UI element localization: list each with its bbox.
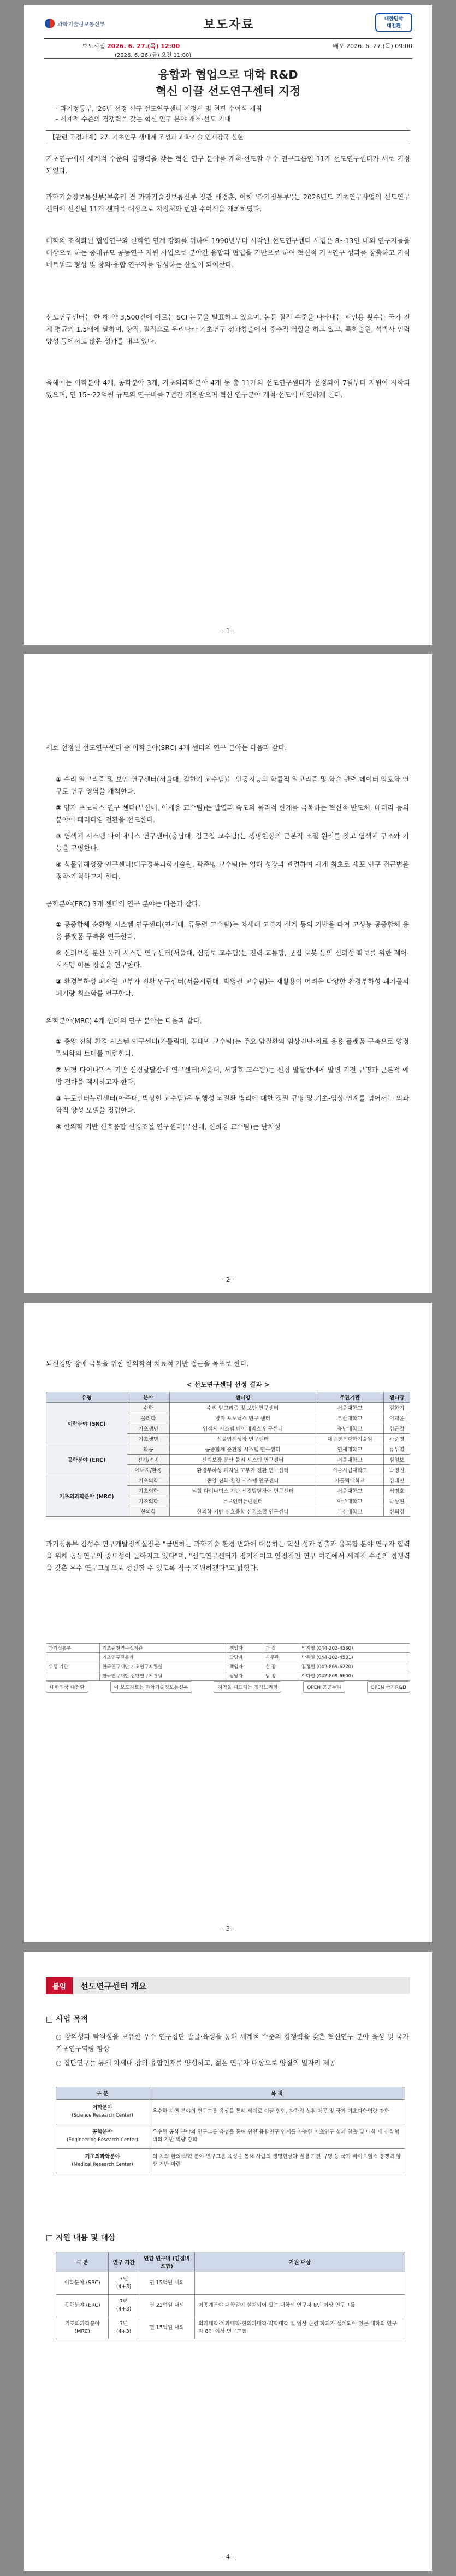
- center-name-cell: 환경부하성 폐자원 고부가 전환 연구센터: [169, 1465, 316, 1475]
- results-table: [46, 1392, 410, 1517]
- section-title: □ 사업 목적: [46, 2015, 88, 2024]
- quote-paragraph: 과기정통부 김성수 연구개발정책실장은 "급변하는 과학기술 환경 변화에 대응하는 혁신 성과 창출과 융복합 분야 연구자 협력을 위해 공동연구의 중요성이 높아지고 있다"며, "선도연구센터가 장기적이고 안정적인 연구 여건에서 세계적 수준의 경쟁력을 갖춘 우수 연구그룹으로 성장할 수 있도록 적극 지원하겠다"고 밝혔다.: [46, 1540, 410, 1572]
- org-cell: 서울대학교: [316, 1455, 384, 1465]
- field-cell: 기초의학: [127, 1496, 170, 1506]
- column-header: 지원 대상: [195, 2252, 405, 2272]
- paragraph: 새로 선정된 선도연구센터 중 이학분야(SRC) 4개 센터의 연구 분야는 다음과 같다.: [46, 744, 287, 752]
- org-cell: 부산대학교: [316, 1413, 384, 1423]
- column-header: 주관기관: [316, 1392, 384, 1403]
- center-name-cell: 식물엽해성장 연구센터: [169, 1434, 316, 1444]
- appendix-title: 선도연구센터 개요: [73, 1977, 410, 1994]
- type-cell: 이학분야 (SRC): [56, 2272, 109, 2295]
- page-2: [24, 654, 432, 1293]
- table-caption: < 선도연구센터 선정 결과 >: [186, 1381, 270, 1389]
- support-table: [56, 2252, 405, 2339]
- contact-cell: 박은일 (044-202-4531): [299, 1653, 410, 1662]
- center-name-cell: 양자 포노닉스 연구 센터: [169, 1413, 316, 1423]
- center-name-cell: 염색체 시스템 다이내믹스 연구센터: [169, 1423, 316, 1434]
- table-row: [46, 1644, 410, 1653]
- contact-cell: 과기정통부: [46, 1644, 100, 1653]
- center-name-cell: 한의학 기반 신호응합 신경조절 연구센터: [169, 1506, 316, 1517]
- taegeuk-emblem-icon: [45, 19, 55, 28]
- type-cell: 기초의과학분야 (MRC): [56, 2317, 109, 2339]
- field-cell: 물리학: [127, 1413, 170, 1423]
- table-row: [56, 2317, 405, 2339]
- page-number: - 3 -: [221, 1925, 235, 1933]
- page-number: - 2 -: [221, 1276, 235, 1284]
- ministry-logo: [45, 19, 105, 28]
- field-cell: 기초생명: [127, 1434, 170, 1444]
- contact-cell: 한국연구재단 집단연구지원팀: [100, 1671, 227, 1681]
- target-cell: 이공계분야 대학원이 설치되어 있는 대학의 연구자 8인 이상 연구그룹: [195, 2295, 405, 2317]
- center-name-cell: 뉴로인터뉴런센터: [169, 1496, 316, 1506]
- contact-cell: 박지영 (044-202-4530): [299, 1644, 410, 1653]
- contact-cell: 책임자: [227, 1662, 263, 1671]
- table-row: [56, 2100, 405, 2124]
- period-cell: 7년 (4+3): [109, 2317, 139, 2339]
- contact-table: [46, 1643, 410, 1681]
- lead-cell: 이재윤: [384, 1413, 410, 1423]
- lead-cell: 심형보: [384, 1455, 410, 1465]
- meta-left-label: 보도시점: [82, 43, 105, 50]
- contact-cell: 담당자: [227, 1653, 263, 1662]
- type-cell: 공학분야 (ERC): [56, 2295, 109, 2317]
- contact-cell: 팀 장: [263, 1671, 299, 1681]
- list-item: ① 종양 진화-환경 시스템 연구센터(가톨릭대, 김태민 교수팀)는 주요 암질환의 임상진단·치료 응용 플랫폼 구축으로 양정밀의학의 토대를 마련한다.: [56, 1038, 409, 1057]
- release-meta: [44, 42, 412, 58]
- field-cell: 기초의학: [127, 1475, 170, 1486]
- paragraph: 올해에는 이학분야 4개, 공학분야 3개, 기초의과학분야 4개 등 총 11개의 선도연구센터가 선정되어 7월부터 지원이 시작되었으며, 연 15~22억원 규모의 연구비를 7년간 지원받으며 혁신 연구분야 개척·선도에 매진하게 된다.: [46, 379, 410, 399]
- field-cell: 수학: [127, 1403, 170, 1413]
- contact-cell: 수행 기관: [46, 1662, 100, 1671]
- sub-headline: - 과기정통부, '26년 선정 신규 선도연구센터 지정서 및 현판 수여식 개최: [56, 105, 262, 113]
- section-title: □ 지원 내용 및 대상: [46, 2234, 116, 2242]
- table-row: [56, 2295, 405, 2317]
- center-name-cell: 신뢰보장 분산 물리 시스템 연구센터: [169, 1455, 316, 1465]
- center-name-cell: 수리 알고리즘 및 보안 연구센터: [169, 1403, 316, 1413]
- table-row: [56, 2124, 405, 2149]
- paragraph: 과학기술정보통신부(부총리 겸 과학기술정보통신부 장관 배경훈, 이하 '과기정통부')는 2026년도 기초연구사업의 선도연구센터에 선정된 11개 센터를 대상으로 지정서와 현판 수여식을 개최하였다.: [46, 193, 410, 213]
- contact-cell: [46, 1653, 100, 1662]
- sub-headlines: [56, 104, 410, 125]
- meta-left-sub: (2026. 6. 26.(금) 오전 11:00): [115, 52, 192, 58]
- org-cell: 서울시립대학교: [316, 1465, 384, 1475]
- table-row: [46, 1475, 410, 1486]
- contact-cell: 사무관: [263, 1653, 299, 1662]
- period-cell: 7년 (4+3): [109, 2272, 139, 2295]
- footer-logo: 대한민국 대전환: [46, 1681, 88, 1693]
- budget-cell: 연 15억원 내외: [139, 2317, 194, 2339]
- column-header: 유형: [46, 1392, 127, 1403]
- area-cell: 이학분야 (SRC): [46, 1403, 127, 1444]
- center-name-cell: 뇌혈 다이나믹스 기반 신경발달장애 연구센터: [169, 1486, 316, 1496]
- lead-cell: 김태민: [384, 1475, 410, 1486]
- paragraph: 기초연구에서 세계적 수준의 경쟁력을 갖는 혁신 연구 분야를 개척·선도할 우수 연구그룹인 11개 선도연구센터가 새로 지정되었다.: [46, 155, 410, 175]
- lead-cell: 류두열: [384, 1444, 410, 1455]
- ministry-name: 과학기술정보통신부: [57, 21, 105, 28]
- budget-cell: 연 22억원 내외: [139, 2295, 194, 2317]
- contact-cell: 과 장: [263, 1644, 299, 1653]
- appendix-header: [46, 1977, 410, 1994]
- field-cell: 화공: [127, 1444, 170, 1455]
- contact-cell: 기초원천연구정책관: [100, 1644, 227, 1653]
- table-row: [56, 2272, 405, 2295]
- center-name-cell: 종양 진화-환경 시스템 연구센터: [169, 1475, 316, 1486]
- area-cell: 기초의과학분야 (MRC): [46, 1475, 127, 1517]
- contact-cell: 담당자: [227, 1671, 263, 1681]
- table-row: [46, 1662, 410, 1671]
- field-cell: 한의학: [127, 1506, 170, 1517]
- paragraph: 뇌신경망 장애 극복을 위한 한의학적 치료적 기반 접근을 목표로 한다.: [46, 1360, 249, 1368]
- list-item: ① 수리 알고리즘 및 보안 연구센터(서울대, 김한기 교수팀)는 인공지능의 학률적 알고리즘 및 학습 관련 데이터 암호화 연구로 연구 영역을 개척한다.: [56, 776, 409, 795]
- contact-cell: 한국연구재단 기초연구지원실: [100, 1662, 227, 1671]
- list-item: ② 양자 포노닉스 연구 센터(부산대, 이세용 교수팀)는 발열과 속도의 물리적 한계를 극복하는 혁신적 반도체, 배터리 등의 분야에 패러다임 전환을 선도한다.: [56, 804, 409, 824]
- paragraph: 의학분야(MRC) 4개 센터의 연구 분야는 다음과 같다.: [46, 1017, 202, 1025]
- type-eng: (Engineering Research Center): [67, 2137, 138, 2143]
- lead-cell: 박상현: [384, 1496, 410, 1506]
- target-cell: [195, 2272, 405, 2295]
- budget-cell: 연 15억원 내외: [139, 2272, 194, 2295]
- type-desc-cell: 우수한 자연 분야의 연구그룹 육성을 통해 세계로 이끌 협업, 과학적 성취 제공 및 국가 기초과학역량 강화: [149, 2100, 405, 2124]
- type-eng: (Medical Research Center): [72, 2162, 133, 2167]
- column-header: 구 분: [56, 2252, 109, 2272]
- list-item: ② 신뢰보장 분산 물리 시스템 연구센터(서울대, 심형보 교수팀)는 전력·교통망, 군집 로봇 등의 신뢰성 확보를 위한 제어·시스템 이론 정립을 연구한다.: [56, 949, 409, 969]
- list-item: ④ 식물엽해성장 연구센터(대구경북과학기술원, 곽준명 교수팀)는 엽해 성장과 관련하여 세계 최초로 세포 연구 접근법을 정착·개척하고자 한다.: [56, 861, 409, 881]
- type-name-cell: 공학분야 (Engineering Research Center): [56, 2124, 149, 2149]
- doc-type-title: 보도자료: [203, 18, 254, 32]
- list-item: ④ 한의학 기반 신호응합 신경조절 연구센터(부산대, 신희경 교수팀)는 난치성: [56, 1123, 281, 1131]
- page-4: [24, 1952, 432, 2571]
- org-cell: 연세대학교: [316, 1444, 384, 1455]
- column-header: 센터명: [169, 1392, 316, 1403]
- org-cell: 가톨릭대학교: [316, 1475, 384, 1486]
- lead-cell: 신희경: [384, 1506, 410, 1517]
- list-item: ③ 뉴로인터뉴런센터(아주대, 박상현 교수팀)은 뒤행성 뇌질환 병리에 대한 정밀 규명 및 기초-임상 연계를 넘어서는 의과학적 양성 모델을 정립한다.: [56, 1095, 409, 1114]
- area-cell: 공학분야 (ERC): [46, 1444, 127, 1475]
- org-cell: 대구경북과학기술원: [316, 1434, 384, 1444]
- paragraph: 선도연구센터는 한 해 약 3,500건에 이르는 SCI 논문을 발표하고 있으며, 논문 질적 수준을 나타내는 피인용 횟수는 국가 전체 평균의 1.5배에 달하며, 양적, 질적으로 우리나라 기초연구 성과창출에서 중추적 역할을 하고 있고, 특허출원, 석박사 인력양성 등에서도 많은 성과를 내고 있다.: [46, 314, 410, 345]
- contact-cell: 책임자: [227, 1644, 263, 1653]
- slogan-badge: 대한민국 대전환: [375, 13, 412, 32]
- org-cell: 충남대학교: [316, 1423, 384, 1434]
- center-types-table: 구 분 목 적 이학분야 (Science Research Center) 우수한 자연 분야의 연구그룹 육성을 통해 세계로 이끌 협업, 과학적 성취 제공 및 국가 기초과학역량 강화 공학분야 (Engineering Research Center) 우수한 공학 분야의 연구그룹 육성을 통해 원천 융합연구 연계를 가능한 기초연구 성과 창출 및 대학 내 산학협력의 기반 역량 강화 기초의과학분야 (Medical Research Center) 의·치의·한의·약학 분야 연구그룹 육성을 통해 사람의 생명현상과 질병 기전 규명 등 국가 바이오헬스 경쟁력 향상 기반 마련: [56, 2087, 405, 2173]
- page-number: - 1 -: [221, 627, 235, 635]
- table-row: [46, 1403, 410, 1413]
- field-cell: 전기/전자: [127, 1455, 170, 1465]
- meta-right-label: 배포: [333, 43, 345, 50]
- list-item: ③ 염색체 시스템 다이내믹스 연구센터(충남대, 김근철 교수팀)는 생명현상의 근본적 조절 원리를 찾고 염색체 구조와 기능을 규명한다.: [56, 832, 409, 852]
- center-name-cell: 공중합체 순환형 시스템 연구센터: [169, 1444, 316, 1455]
- column-header: 연간 연구비 (간접비 포함): [139, 2252, 194, 2272]
- org-cell: 아주대학교: [316, 1496, 384, 1506]
- org-cell: 서울대학교: [316, 1486, 384, 1496]
- list-item: ① 공중합체 순환형 시스템 연구센터(연세대, 류동렬 교수팀)는 차세대 고분자 설계 등의 기반을 다져 고성능 공중합체 응용 플랫폼 구축을 연구한다.: [56, 921, 409, 941]
- paragraph: 공학분야(ERC) 3개 센터의 연구 분야는 다음과 같다.: [46, 900, 200, 908]
- org-cell: 부산대학교: [316, 1506, 384, 1517]
- column-header: 센터장: [384, 1392, 410, 1403]
- appendix-tag: 붙임: [46, 1977, 73, 1994]
- period-cell: 7년 (4+3): [109, 2295, 139, 2317]
- lead-cell: 김한기: [384, 1403, 410, 1413]
- column-header: 연구 기간: [109, 2252, 139, 2272]
- contact-cell: 김정현 (042-869-6220): [299, 1662, 410, 1671]
- field-cell: 기초생명: [127, 1423, 170, 1434]
- field-cell: 기초의학: [127, 1486, 170, 1496]
- footer-logo: 이 보도자료는 과학기술정보통신부: [110, 1681, 192, 1693]
- footer-logo: 지역을 대표하는 정책브리핑: [214, 1681, 281, 1693]
- list-item: ○ 창의성과 탁월성을 보유한 우수 연구집단 발굴·육성을 통해 세계적 수준의 경쟁력을 갖춘 혁신연구 분야 육성 및 국가 기초연구역량 향상: [56, 2033, 409, 2053]
- column-header: 분야: [127, 1392, 170, 1403]
- headline: 융합과 협업으로 대학 R&D 혁신 이끌 선도연구센터 지정: [155, 68, 301, 98]
- table-row: [46, 1653, 410, 1662]
- contact-cell: 기초연구진흥과: [100, 1653, 227, 1662]
- meta-left-value: 2026. 6. 27.(목) 12:00: [107, 43, 180, 50]
- type-eng: (Science Research Center): [72, 2113, 133, 2118]
- contact-cell: 실 장: [263, 1662, 299, 1671]
- meta-right-value: 2026. 6. 27.(목) 09:00: [346, 43, 412, 50]
- footer-logos: [46, 1676, 410, 1698]
- lead-cell: 서명호: [384, 1486, 410, 1496]
- field-cell: 에너지/환경: [127, 1465, 170, 1475]
- table-row: [46, 1444, 410, 1455]
- lead-cell: 곽준명: [384, 1434, 410, 1444]
- lead-cell: 김근철: [384, 1423, 410, 1434]
- footer-logo: OPEN 국가R&D: [367, 1681, 410, 1693]
- related-policy: 【관련 국정과제】27. 기초연구 생태계 조성과 과학기술 인재강국 실현: [46, 130, 410, 144]
- list-item: ○ 집단연구를 통해 차세대 창의·융합인재를 양성하고, 젊은 연구자 대상으로 양질의 일자리 제공: [56, 2059, 336, 2067]
- page-number: - 4 -: [221, 2553, 235, 2561]
- list-item: ③ 환경부하성 폐자원 고부가 전환 연구센터(서울시립대, 박영권 교수팀)는 재활용이 어려운 다양한 환경부하성 폐기물의 폐기량 최소화를 연구한다.: [56, 978, 409, 997]
- type-desc-cell: 의·치의·한의·약학 분야 연구그룹 육성을 통해 사람의 생명현상과 질병 기전 규명 등 국가 바이오헬스 경쟁력 향상 기반 마련: [149, 2149, 405, 2173]
- list-item: ② 뇌혈 다이나믹스 기반 신경발달장애 연구센터(서울대, 서명호 교수팀)는 신경 발달장애에 발병 기전 규명과 근본적 예방 전략을 제시하고자 한다.: [56, 1066, 409, 1086]
- contact-cell: 이다현 (042-869-6600): [299, 1671, 410, 1681]
- page-1: [24, 5, 432, 645]
- org-cell: 서울대학교: [316, 1403, 384, 1413]
- type-name-cell: 이학분야 (Science Research Center): [56, 2100, 149, 2124]
- type-name-cell: 기초의과학분야 (Medical Research Center): [56, 2149, 149, 2173]
- page-3: [24, 1303, 432, 1942]
- target-cell: 의과대학·치과대학·한의과대학·약학대학 및 임상 관련 학과가 설치되어 있는 대학의 연구자 8인 이상 연구그룹: [195, 2317, 405, 2339]
- footer-logo: OPEN 공공누리: [303, 1681, 345, 1693]
- table-row: [56, 2149, 405, 2173]
- type-desc-cell: 우수한 공학 분야의 연구그룹 육성을 통해 원천 융합연구 연계를 가능한 기초연구 성과 창출 및 대학 내 산학협력의 기반 역량 강화: [149, 2124, 405, 2149]
- paragraph: 대학의 조직화된 협업연구와 산학연 연계 강화를 위하여 1990년부터 시작된 선도연구센터 사업은 8~13인 내외 연구자들을 대상으로 하는 중대규모 공동연구 지원 사업으로 분야간 융합과 협업을 기반으로 하여 혁신적 기초연구 성과를 창출하고 지식 네트워크 형성 및 창의·융합 연구자를 양성하는 산실이 되어왔다.: [46, 237, 410, 269]
- lead-cell: 박영권: [384, 1465, 410, 1475]
- sub-headline: - 세계적 수준의 경쟁력을 갖는 혁신 연구 분야 개척·선도 기대: [56, 115, 231, 123]
